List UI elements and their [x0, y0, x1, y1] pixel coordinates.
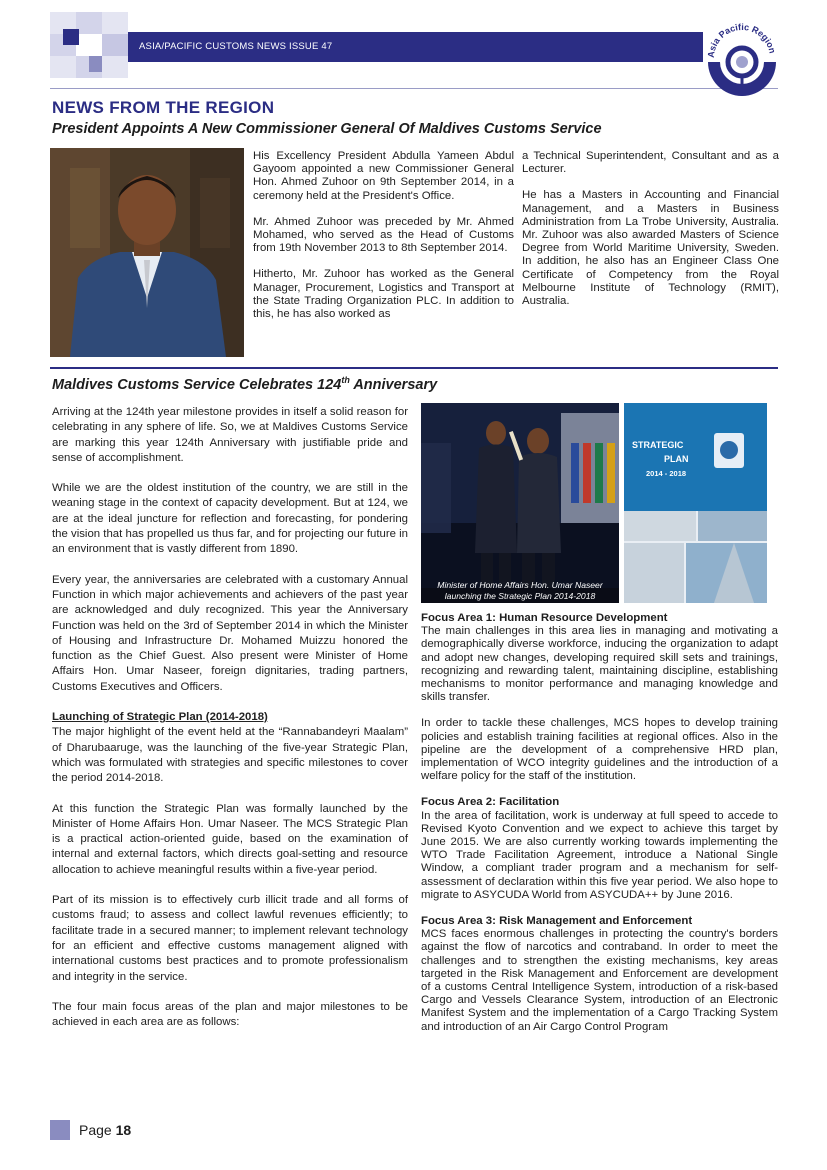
- paragraph: He has a Masters in Accounting and Financial Management, and a Masters in Business Administration from La Trobe University, Australia. Mr. Zuhoor was also awarded Masters of Science Degree from World Maritime University, Sweden. In addition, he also has an Engineer Class One Certificate of Competency from the Royal Melbourne Institute of Technology (RMIT), Australia.: [522, 189, 779, 308]
- photo-caption: Minister of Home Affairs Hon. Umar Naseer launching the Strategic Plan 2014-2018: [437, 580, 603, 601]
- paragraph: Every year, the anniversaries are celebrated with a customary Annual Function in which major achievements and achievers of the past year are acknowledged and duly recognized. This year the Anniversary Function was held on the 3rd of September 2014 in which the Minister of Housing and Infrastructure Dr. Mohamed Muizzu honored the function as the Chief Guest. Also present were Minister of Home Affairs Hon. Umar Naseer, foreign dignitaries, trading partners, Customs Executives and Officers.: [52, 573, 408, 693]
- paragraph: The major highlight of the event held at the “Rannabandeyri Maalam” of Dharubaaruge, was the launching of the five-year Strategic Plan, which was formulated with strategies and specific milestones to cover the period 2014-2018.: [52, 726, 408, 785]
- article1-column-1: [253, 150, 514, 334]
- paragraph: In order to tackle these challenges, MCS hopes to develop training policies and establish training facilities at regional offices. Also in the pipeline are the development of a comprehensive HRD plan, implementation of WCO integrity guidelines and the introduction of a welfare policy for the staff of the institution.: [421, 717, 778, 783]
- page-label: Page: [79, 1122, 112, 1138]
- paragraph: Hitherto, Mr. Zuhoor has worked as the General Manager, Procurement, Logistics and Transport at the State Trading Organization PLC. In addition to this, he has also worked as: [253, 268, 514, 321]
- paragraph: At this function the Strategic Plan was formally launched by the Minister of Home Affairs Hon. Umar Naseer. The MCS Strategic Plan is a practical action-oriented guide, based on the examination of internal and external factors, which directs goal-setting and resource allocation to achieve meaningful results within a five-year period.: [52, 802, 408, 876]
- paragraph: Mr. Ahmed Zuhoor was preceded by Mr. Ahmed Mohamed, who served as the Head of Customs from 19th November 2013 to 8th September 2014.: [253, 215, 514, 255]
- focus-heading: Focus Area 2: Facilitation: [421, 796, 560, 809]
- paragraph: In the area of facilitation, work is underway at full speed to accede to Revised Kyoto Convention and we expect to achieve this target by June 2015. We are also currently working towards implementing the WTO Trade Facilitation Agreement, introduce a National Single Window, a compliant trader program and a mechanism for self-assessment of declaration within this five year period. We also hope to migrate to ASYCUDA World from ASYCUDA++ by June 2016.: [421, 809, 778, 901]
- header-bar: [128, 32, 703, 62]
- article2-left-column: [52, 405, 408, 1045]
- section-title: NEWS FROM THE REGION: [52, 98, 275, 117]
- commissioner-portrait: [50, 148, 244, 357]
- cover-title-line1: STRATEGIC: [632, 440, 684, 450]
- strategic-plan-cover: [624, 403, 767, 603]
- paragraph: The four main focus areas of the plan and major milestones to be achieved in each area are as follows:: [52, 1000, 408, 1029]
- paragraph: MCS faces enormous challenges in protecting the country's borders against the flow of narcotics and contraband. In order to meet the challenges and to strengthen the existing mechanisms, key areas targeted in the Risk Management and Enforcement are development of a customs Central Intelligence System, introduction of a risk-based Cargo and Vessels Clearance System, introduction of an Electronic Manifest System and the implementation of a Cargo Tracking System and introduction of an Air Cargo Control Program: [421, 928, 778, 1033]
- paragraph: Part of its mission is to effectively curb illicit trade and all forms of customs fraud; to assess and collect lawful revenues efficiently; to facilitate trade in a secured manner; to implement relevant technology for an efficient and effective customs management aligned with international customs best practices and to promote professionalism and integrity in the service.: [52, 894, 408, 983]
- paragraph: His Excellency President Abdulla Yameen Abdul Gayoom appointed a new Commissioner General Hon. Ahmed Zuhoor on 9th September 2014, in a ceremony held at the President's Office.: [253, 150, 514, 202]
- article1-title: President Appoints A New Commissioner General Of Maldives Customs Service: [52, 121, 602, 137]
- logo-text: Asia Pacific Region: [705, 21, 778, 59]
- article1-column-2: [522, 150, 779, 321]
- paragraph: a Technical Superintendent, Consultant and as a Lecturer.: [522, 150, 779, 176]
- subheading: Launching of Strategic Plan (2014-2018): [52, 711, 268, 724]
- paragraph: The main challenges in this area lies in managing and motivating a demographically diverse workforce, inducing the organization to adapt and adopt new changes, developing required skill sets and trainings, recognizing and rewarding talent, maintaining discipline, establishing mechanisms to monitor performance and managing knowledge and skills transfer.: [421, 625, 778, 704]
- cover-years: 2014 - 2018: [646, 469, 687, 478]
- paragraph: Arriving at the 124th year milestone provides in itself a solid reason for celebrating in any sphere of life. So, we at Maldives Customs Service are marking this year 124th Anniversary with justifiable pride and sense of accomplishment.: [52, 406, 408, 464]
- header-rule: [50, 88, 778, 89]
- footer-square: [50, 1120, 70, 1140]
- page-number-value: 18: [115, 1122, 132, 1138]
- title-text: Anniversary: [349, 376, 438, 393]
- issue-label: ASIA/PACIFIC CUSTOMS NEWS ISSUE 47: [139, 41, 333, 52]
- page-number: [79, 1122, 131, 1138]
- article2-title: [52, 375, 437, 393]
- focus-heading: Focus Area 1: Human Resource Development: [421, 612, 668, 624]
- section-divider: [50, 367, 778, 369]
- title-text: Maldives Customs Service Celebrates 124: [52, 376, 342, 393]
- focus-heading: Focus Area 3: Risk Management and Enforcement: [421, 915, 693, 928]
- title-superscript: th: [341, 375, 350, 385]
- article2-right-column: [421, 612, 778, 1047]
- asia-pacific-region-logo: [704, 18, 780, 98]
- paragraph: While we are the oldest institution of the country, we are still in the weaning stage in the context of capacity development. But at 124, we are at the ideal juncture for reflection and forecasting, for pondering the vision that has propelled us thus far, and for projecting our future in an environment that is vastly different from 1890.: [52, 482, 408, 556]
- launch-event-photo: [421, 403, 619, 603]
- cover-title-line2: PLAN: [664, 454, 689, 464]
